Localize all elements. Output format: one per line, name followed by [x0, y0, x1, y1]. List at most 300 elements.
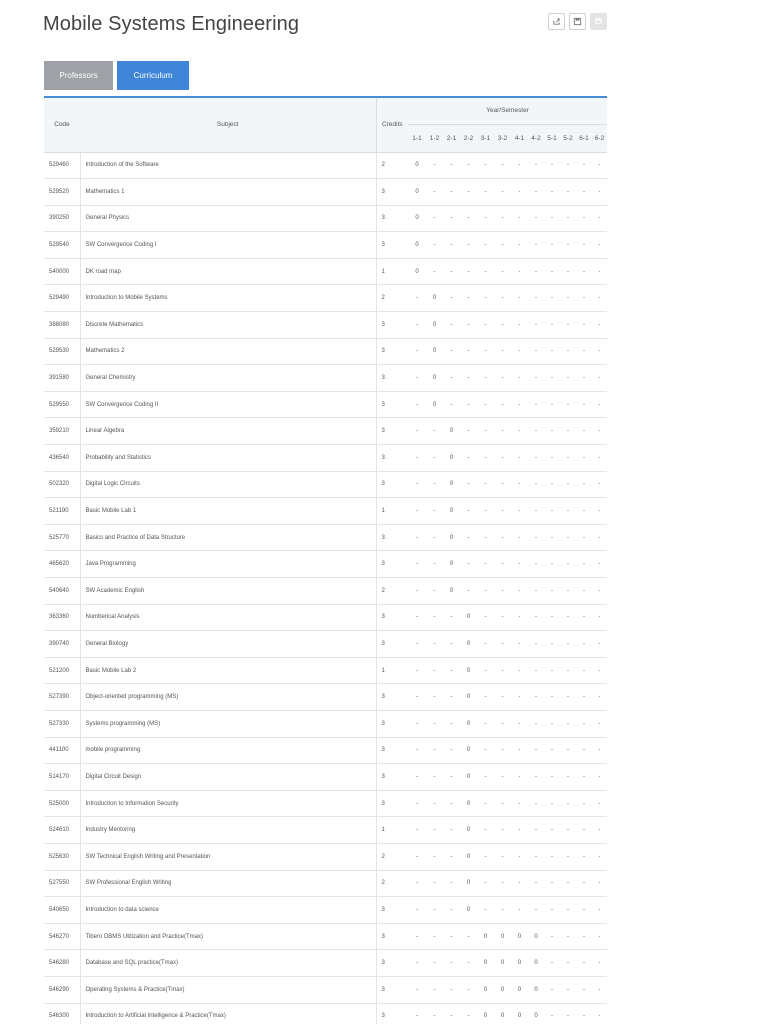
course-credits: 3 — [376, 737, 408, 764]
semester-mark: - — [460, 1003, 477, 1024]
course-subject: Mathematics 2 — [80, 338, 376, 365]
semester-mark: - — [443, 657, 460, 684]
semester-mark: 0 — [511, 950, 528, 977]
semester-mark: - — [560, 817, 576, 844]
semester-mark: - — [544, 498, 560, 525]
semester-mark: - — [408, 684, 426, 711]
semester-mark: 0 — [426, 365, 443, 392]
semester-mark: - — [494, 391, 511, 418]
semester-mark: - — [408, 870, 426, 897]
semester-mark: - — [460, 312, 477, 339]
semester-mark: - — [426, 631, 443, 658]
semester-mark: - — [408, 790, 426, 817]
semester-mark: - — [528, 391, 544, 418]
semester-mark: - — [576, 790, 592, 817]
semester-mark: - — [592, 152, 607, 179]
semester-mark: - — [460, 205, 477, 232]
semester-mark: - — [560, 764, 576, 791]
semester-mark: - — [511, 764, 528, 791]
column-header-credits: Credits — [376, 98, 408, 152]
semester-mark: - — [528, 843, 544, 870]
course-credits: 2 — [376, 843, 408, 870]
semester-mark: - — [408, 737, 426, 764]
semester-mark: - — [528, 764, 544, 791]
semester-mark: - — [576, 684, 592, 711]
semester-mark: 0 — [460, 737, 477, 764]
semester-mark: - — [576, 365, 592, 392]
course-subject: Numberical Analysis — [80, 604, 376, 631]
table-row — [44, 843, 607, 870]
semester-mark: - — [592, 1003, 607, 1024]
semester-mark: - — [544, 524, 560, 551]
course-credits: 3 — [376, 391, 408, 418]
semester-mark: - — [426, 498, 443, 525]
semester-mark: - — [544, 578, 560, 605]
semester-mark: - — [443, 391, 460, 418]
semester-mark: - — [426, 418, 443, 445]
table-row — [44, 338, 607, 365]
semester-mark: - — [494, 657, 511, 684]
semester-mark: - — [477, 764, 494, 791]
table-row — [44, 152, 607, 179]
semester-mark: - — [494, 258, 511, 285]
semester-mark: - — [560, 870, 576, 897]
semester-mark: - — [443, 179, 460, 206]
semester-mark: - — [576, 205, 592, 232]
table-row — [44, 498, 607, 525]
semester-mark: - — [460, 338, 477, 365]
table-row — [44, 285, 607, 312]
semester-mark: - — [592, 897, 607, 924]
semester-mark: - — [426, 205, 443, 232]
semester-mark: - — [560, 604, 576, 631]
semester-mark: - — [560, 205, 576, 232]
course-subject: SW Professional English Writing — [80, 870, 376, 897]
semester-mark: - — [560, 152, 576, 179]
semester-mark: - — [576, 578, 592, 605]
course-code: 391580 — [44, 365, 80, 392]
semester-mark: - — [528, 312, 544, 339]
semester-mark: - — [460, 365, 477, 392]
semester-mark: - — [560, 976, 576, 1003]
semester-mark: - — [511, 498, 528, 525]
course-subject: Introduction to Mobile Systems — [80, 285, 376, 312]
semester-mark: - — [560, 923, 576, 950]
semester-mark: - — [576, 551, 592, 578]
column-header-year-semester: Year/Semester — [408, 98, 607, 124]
semester-mark: 0 — [528, 1003, 544, 1024]
semester-mark: - — [576, 312, 592, 339]
semester-mark: 0 — [443, 578, 460, 605]
semester-mark: - — [528, 258, 544, 285]
semester-mark: - — [426, 471, 443, 498]
course-code: 540000 — [44, 258, 80, 285]
semester-mark: - — [528, 657, 544, 684]
column-header-semester: 4-2 — [528, 124, 544, 152]
semester-mark: - — [426, 897, 443, 924]
course-credits: 1 — [376, 258, 408, 285]
semester-mark: - — [460, 524, 477, 551]
semester-mark: - — [511, 790, 528, 817]
semester-mark: - — [576, 737, 592, 764]
table-row — [44, 737, 607, 764]
semester-mark: - — [477, 232, 494, 259]
table-row — [44, 551, 607, 578]
semester-mark: 0 — [443, 418, 460, 445]
semester-mark: - — [544, 817, 560, 844]
semester-mark: - — [408, 657, 426, 684]
semester-mark: - — [408, 391, 426, 418]
semester-mark: - — [592, 843, 607, 870]
course-credits: 2 — [376, 285, 408, 312]
semester-mark: - — [560, 684, 576, 711]
semester-mark: - — [560, 285, 576, 312]
course-subject: Basic Mobile Lab 1 — [80, 498, 376, 525]
semester-mark: - — [511, 445, 528, 472]
semester-mark: - — [426, 152, 443, 179]
semester-mark: - — [592, 604, 607, 631]
semester-mark: - — [511, 631, 528, 658]
semester-mark: - — [477, 657, 494, 684]
semester-mark: - — [477, 604, 494, 631]
table-row — [44, 710, 607, 737]
course-subject: Basic Mobile Lab 2 — [80, 657, 376, 684]
semester-mark: - — [426, 258, 443, 285]
course-code: 390250 — [44, 205, 80, 232]
semester-mark: - — [544, 152, 560, 179]
course-credits: 3 — [376, 418, 408, 445]
semester-mark: - — [592, 418, 607, 445]
semester-mark: - — [528, 870, 544, 897]
course-code: 436540 — [44, 445, 80, 472]
semester-mark: - — [443, 870, 460, 897]
semester-mark: - — [592, 817, 607, 844]
semester-mark: - — [426, 232, 443, 259]
semester-mark: - — [443, 205, 460, 232]
semester-mark: 0 — [494, 976, 511, 1003]
course-code: 527550 — [44, 870, 80, 897]
semester-mark: - — [560, 312, 576, 339]
course-subject: General Chemistry — [80, 365, 376, 392]
semester-mark: 0 — [408, 152, 426, 179]
semester-mark: - — [477, 498, 494, 525]
semester-mark: 0 — [528, 950, 544, 977]
print-icon — [594, 17, 603, 26]
semester-mark: - — [426, 737, 443, 764]
table-row — [44, 365, 607, 392]
semester-mark: - — [443, 817, 460, 844]
course-credits: 3 — [376, 976, 408, 1003]
semester-mark: - — [426, 179, 443, 206]
semester-mark: - — [592, 710, 607, 737]
semester-mark: - — [528, 179, 544, 206]
table-row — [44, 312, 607, 339]
semester-mark: - — [408, 843, 426, 870]
semester-mark: - — [477, 631, 494, 658]
course-credits: 1 — [376, 817, 408, 844]
semester-mark: - — [544, 897, 560, 924]
semester-mark: - — [494, 285, 511, 312]
semester-mark: 0 — [460, 684, 477, 711]
course-code: 546290 — [44, 976, 80, 1003]
semester-mark: - — [576, 418, 592, 445]
course-code: 502320 — [44, 471, 80, 498]
semester-mark: - — [511, 684, 528, 711]
semester-mark: - — [511, 312, 528, 339]
semester-mark: - — [494, 365, 511, 392]
semester-mark: - — [576, 817, 592, 844]
course-code: 525000 — [44, 790, 80, 817]
semester-mark: - — [544, 604, 560, 631]
semester-mark: - — [408, 471, 426, 498]
course-code: 524610 — [44, 817, 80, 844]
semester-mark: - — [528, 365, 544, 392]
semester-mark: - — [592, 179, 607, 206]
course-credits: 3 — [376, 232, 408, 259]
semester-mark: 0 — [460, 790, 477, 817]
semester-mark: - — [460, 498, 477, 525]
semester-mark: - — [528, 737, 544, 764]
table-row — [44, 684, 607, 711]
semester-mark: - — [576, 498, 592, 525]
semester-mark: - — [528, 604, 544, 631]
semester-mark: - — [592, 498, 607, 525]
semester-mark: - — [494, 870, 511, 897]
table-row — [44, 897, 607, 924]
semester-mark: - — [426, 1003, 443, 1024]
semester-mark: - — [426, 524, 443, 551]
semester-mark: - — [494, 471, 511, 498]
course-subject: Digital Logic Circuits — [80, 471, 376, 498]
semester-mark: - — [494, 764, 511, 791]
semester-mark: - — [592, 205, 607, 232]
print-button[interactable] — [590, 13, 607, 30]
semester-mark: - — [443, 897, 460, 924]
semester-mark: - — [576, 179, 592, 206]
semester-mark: - — [592, 285, 607, 312]
course-credits: 2 — [376, 152, 408, 179]
table-row — [44, 524, 607, 551]
semester-mark: - — [592, 923, 607, 950]
semester-mark: - — [560, 391, 576, 418]
semester-mark: - — [426, 950, 443, 977]
semester-mark: - — [477, 790, 494, 817]
course-credits: 1 — [376, 498, 408, 525]
course-subject: Linear Algebra — [80, 418, 376, 445]
course-credits: 2 — [376, 578, 408, 605]
semester-mark: 0 — [460, 604, 477, 631]
semester-mark: - — [511, 843, 528, 870]
semester-mark: - — [511, 710, 528, 737]
course-credits: 1 — [376, 657, 408, 684]
tab-curriculum[interactable]: Curriculum — [117, 61, 189, 90]
course-subject: Mathematics 1 — [80, 179, 376, 206]
semester-mark: - — [544, 179, 560, 206]
semester-mark: 0 — [494, 923, 511, 950]
semester-mark: - — [544, 445, 560, 472]
semester-mark: - — [426, 817, 443, 844]
semester-mark: - — [477, 817, 494, 844]
semester-mark: - — [443, 790, 460, 817]
table-row — [44, 631, 607, 658]
column-header-subject: Subject — [80, 98, 376, 152]
semester-mark: - — [408, 418, 426, 445]
semester-mark: - — [592, 870, 607, 897]
save-button[interactable] — [569, 13, 586, 30]
semester-mark: - — [443, 285, 460, 312]
table-row — [44, 790, 607, 817]
semester-mark: - — [592, 312, 607, 339]
semester-mark: - — [592, 657, 607, 684]
column-header-semester: 3-1 — [477, 124, 494, 152]
semester-mark: - — [544, 790, 560, 817]
semester-mark: - — [494, 737, 511, 764]
semester-mark: - — [443, 923, 460, 950]
semester-mark: - — [544, 737, 560, 764]
semester-mark: - — [528, 684, 544, 711]
semester-mark: 0 — [494, 950, 511, 977]
semester-mark: - — [443, 737, 460, 764]
semester-mark: - — [477, 471, 494, 498]
semester-mark: - — [443, 684, 460, 711]
semester-mark: 0 — [511, 1003, 528, 1024]
semester-mark: - — [477, 710, 494, 737]
semester-mark: - — [408, 498, 426, 525]
column-header-semester: 2-2 — [460, 124, 477, 152]
course-credits: 3 — [376, 923, 408, 950]
semester-mark: - — [511, 897, 528, 924]
semester-mark: - — [408, 897, 426, 924]
semester-mark: - — [511, 179, 528, 206]
semester-mark: 0 — [426, 338, 443, 365]
course-subject: SW Academic English — [80, 578, 376, 605]
semester-mark: - — [511, 258, 528, 285]
table-row — [44, 391, 607, 418]
semester-mark: - — [576, 950, 592, 977]
course-credits: 3 — [376, 684, 408, 711]
semester-mark: - — [560, 232, 576, 259]
table-row — [44, 923, 607, 950]
course-code: 540640 — [44, 578, 80, 605]
column-header-semester: 3-2 — [494, 124, 511, 152]
semester-mark: - — [544, 657, 560, 684]
table-row — [44, 418, 607, 445]
semester-mark: - — [426, 870, 443, 897]
semester-mark: - — [560, 524, 576, 551]
semester-mark: - — [494, 843, 511, 870]
semester-mark: - — [560, 471, 576, 498]
semester-mark: - — [576, 843, 592, 870]
semester-mark: - — [592, 551, 607, 578]
semester-mark: 0 — [460, 631, 477, 658]
semester-mark: 0 — [443, 498, 460, 525]
semester-mark: - — [576, 657, 592, 684]
semester-mark: - — [477, 445, 494, 472]
semester-mark: 0 — [494, 1003, 511, 1024]
course-code: 363360 — [44, 604, 80, 631]
course-subject: SW Technical English Writing and Presentation — [80, 843, 376, 870]
semester-mark: - — [443, 604, 460, 631]
semester-mark: - — [443, 976, 460, 1003]
course-code: 527390 — [44, 684, 80, 711]
semester-mark: - — [544, 232, 560, 259]
semester-mark: - — [426, 445, 443, 472]
semester-mark: - — [592, 790, 607, 817]
semester-mark: - — [477, 285, 494, 312]
table-row — [44, 445, 607, 472]
semester-mark: - — [528, 498, 544, 525]
semester-mark: - — [560, 631, 576, 658]
course-credits: 3 — [376, 631, 408, 658]
tab-bar — [44, 61, 189, 90]
semester-mark: - — [528, 524, 544, 551]
course-subject: Introduction of the Software — [80, 152, 376, 179]
semester-mark: - — [592, 391, 607, 418]
semester-mark: - — [494, 897, 511, 924]
semester-mark: - — [511, 152, 528, 179]
semester-mark: - — [426, 684, 443, 711]
semester-mark: 0 — [477, 976, 494, 1003]
course-subject: Introduction to Information Security — [80, 790, 376, 817]
course-code: 529540 — [44, 232, 80, 259]
semester-mark: - — [426, 790, 443, 817]
semester-mark: - — [408, 578, 426, 605]
course-subject: General Physics — [80, 205, 376, 232]
semester-mark: - — [528, 285, 544, 312]
semester-mark: - — [592, 258, 607, 285]
semester-mark: - — [592, 365, 607, 392]
semester-mark: - — [494, 152, 511, 179]
semester-mark: - — [426, 976, 443, 1003]
column-header-code: Code — [44, 98, 80, 152]
share-button[interactable] — [548, 13, 565, 30]
course-credits: 3 — [376, 338, 408, 365]
semester-mark: - — [494, 338, 511, 365]
semester-mark: - — [460, 551, 477, 578]
semester-mark: - — [494, 631, 511, 658]
semester-mark: - — [560, 790, 576, 817]
semester-mark: - — [408, 338, 426, 365]
semester-mark: - — [460, 950, 477, 977]
course-code: 388080 — [44, 312, 80, 339]
semester-mark: - — [544, 338, 560, 365]
semester-mark: - — [544, 843, 560, 870]
table-row — [44, 950, 607, 977]
semester-mark: - — [560, 578, 576, 605]
semester-mark: - — [477, 897, 494, 924]
course-code: 525770 — [44, 524, 80, 551]
semester-mark: - — [511, 737, 528, 764]
tab-professors[interactable]: Professors — [44, 61, 113, 90]
semester-mark: - — [576, 710, 592, 737]
semester-mark: - — [494, 551, 511, 578]
semester-mark: - — [592, 764, 607, 791]
semester-mark: - — [544, 923, 560, 950]
semester-mark: - — [560, 418, 576, 445]
table-row — [44, 764, 607, 791]
semester-mark: - — [477, 418, 494, 445]
semester-mark: - — [560, 950, 576, 977]
semester-mark: - — [477, 524, 494, 551]
semester-mark: - — [443, 1003, 460, 1024]
course-credits: 3 — [376, 445, 408, 472]
semester-mark: - — [592, 524, 607, 551]
semester-mark: - — [408, 445, 426, 472]
semester-mark: 0 — [426, 285, 443, 312]
course-subject: Digital Circuit Design — [80, 764, 376, 791]
table-row — [44, 232, 607, 259]
semester-mark: - — [592, 976, 607, 1003]
